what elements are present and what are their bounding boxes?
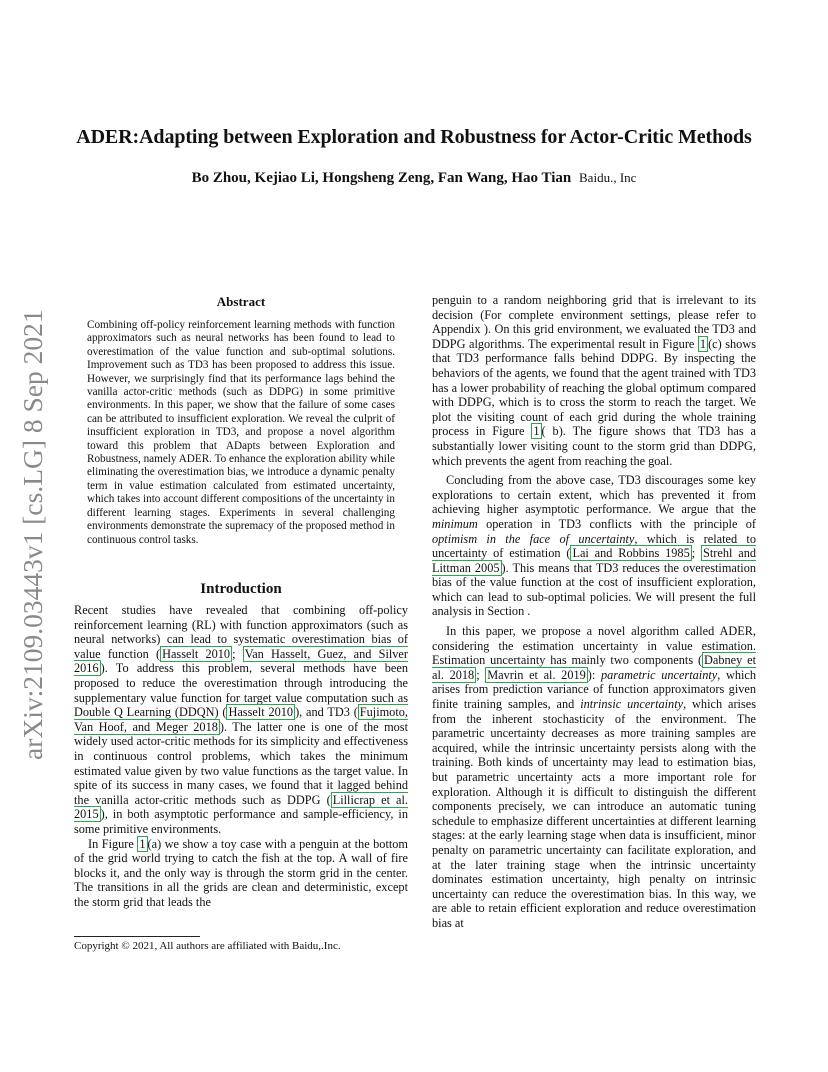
figure-ref-link[interactable]: 1 [533, 424, 540, 439]
arxiv-stamp [6, 290, 52, 760]
right-column-body [432, 293, 756, 931]
citation-link[interactable]: Hasselt 2010 [228, 705, 294, 720]
abstract-text: Combining off-policy reinforcement learning methods with function approximators such as neural networks has been found to lead to overestimation of the value function and sub-optimal solutions. Improvement such as TD3 has been proposed to address this issue. However, we surprisingly find that its performance lags behind the vanilla actor-critic methods (such as DDPG) in some primitive environments. In this paper, we show that the failure of some cases can be attributed to insufficient exploration. We reveal the culprit of insufficient exploration in TD3, and propose a novel algorithm toward this problem that ADapts between Exploration and Robustness, namely ADER. To enhance the exploration ability while eliminating the overestimation bias, we introduce a dynamic penalty term in value estimation calculated from estimated uncertainty, which takes into account different compositions of the uncertainty in different learning stages. Experiments in several challenging environments demonstrate the supremacy of the proposed method in continuous control tasks. [87, 319, 395, 546]
intro-paragraph-1: Recent studies have revealed that combining off-policy reinforcement learning (RL) with function approximators (such as neural networks) can lead to systematic overestimation bias of value function ( Hasselt 2010 ; Van Hasselt, Guez, and Silver 2016 ). To address this problem, several methods have been proposed to reduce the overestimation through introducing the supplementary value function for target value computation such as Double Q Learning (DDQN) ( Hasselt 2010 ), and TD3 ( Fujimoto, Van Hoof, and Meger 2018 ). The latter one is one of the most widely used actor-critic methods for its simplicity and effectiveness in continuous control problems, which takes the minimum estimated value given by two value functions as the target value. In spite of its success in many cases, we found that it lagged behind the vanilla actor-critic methods such as DDPG ( Lillicrap et al. 2015 ), in both asymptotic performance and sample-efficiency, in some primitive environments. [74, 603, 409, 836]
affiliation: Baidu., Inc [579, 170, 637, 185]
abstract-heading: Abstract [216, 294, 266, 309]
footnote-rule [74, 936, 200, 937]
citation-link[interactable]: Strehl and Littman 2005 [432, 546, 756, 575]
author-line [60, 170, 768, 187]
right-paragraph-1: penguin to a random neighboring grid that is irrelevant to its decision (For complete environment settings, please refer to Appendix ). On this grid environment, we evaluated the TD3 and DDPG algorithms. The experimental result in Figure 1 (c) shows that TD3 performance falls behind DDPG. By inspecting the behaviors of the agents, we found that the agent trained with TD3 has a lower probability of reaching the global optimum compared with DDPG, which is to cross the storm to reach the target. We plot the visiting count of each grid during the whole training process in Figure 1 ( b). The figure shows that TD3 has a substantially lower visiting count to the storm grid than DDPG, which prevents the agent from reaching the goal. [432, 293, 756, 468]
author-names: Bo Zhou, Kejiao Li, Hongsheng Zeng, Fan Wang, Hao Tian [191, 170, 572, 186]
citation-link[interactable]: Lillicrap et al. 2015 [74, 792, 409, 822]
right-paragraph-3: In this paper, we propose a novel algorithm called ADER, considering the estimation uncertainty in value estimation. Estimation uncertainty has mainly two components ( Dabney et al. 2018 ; Mavrin et al. 2019 ): parametric uncertainty, which arises from prediction variance of function approximators given finite training samples, and intrinsic uncertainty, which arises from the inherent stochasticity of the environment. The parametric uncertainty decreases as more training samples are acquired, while the intrinsic uncertainty persists along with the training. Both kinds of uncertainty may lead to estimation bias, but parametric uncertainty acts a more important role for exploration. Although it is difficult to distinguish the different components precisely, we can introduce an automatic tuning schedule to emphasize different uncertainties at different learning stages: at the early learning stage when data is insufficient, minor penalty on parametric uncertainty can facilitate exploration, and at the later training stage when the intrinsic uncertainty dominates estimation uncertainty, high penalty on intrinsic uncertainty can reduce the overestimation bias. In this way, we are able to retain efficient exploration and reduce overestimation bias at [432, 624, 756, 930]
citation-link[interactable]: Dabney et al. 2018 [432, 653, 756, 682]
citation-link[interactable]: Fujimoto, Van Hoof, and Meger 2018 [74, 705, 408, 734]
citation-link[interactable]: Lai and Robbins 1985 [572, 546, 690, 561]
introduction-heading: Introduction [200, 581, 282, 597]
citation-link[interactable]: Hasselt 2010 [162, 646, 231, 661]
copyright-footnote: Copyright © 2021, All authors are affiliated with Baidu,.Inc. [74, 940, 341, 952]
intro-paragraph-2: In Figure 1 (a) we show a toy case with a penguin at the bottom of the grid world trying to catch the fish at the top. A wall of fire blocks it, and the only way is through the storm grid in the center. The transitions in all the grids are clean and deterministic, except the storm grid that leads the [74, 836, 408, 909]
right-paragraph-2: Concluding from the above case, TD3 discourages some key explorations to certain extent, which has prevented it from achieving higher asymptotic performance. We argue that the minimum operation in TD3 conflicts with the principle of optimism in the face of uncertainty, which is related to uncertainty of estimation ( Lai and Robbins 1985 ; Strehl and Littman 2005 ). This means that TD3 reduces the overestimation bias of the value function at the cost of insufficient exploration, which can lead to sub-optimal policies. We will present the full analysis in Section . [432, 473, 756, 619]
citation-link[interactable]: Mavrin et al. 2019 [487, 667, 586, 682]
arxiv-stamp-text: arXiv:2109.03443v1 [cs.LG] 8 Sep 2021 [17, 309, 48, 760]
figure-ref-link[interactable]: 1 [699, 336, 707, 351]
paper-title: ADER:Adapting between Exploration and Robustness for Actor-Critic Methods [76, 126, 752, 148]
citation-link[interactable]: Van Hasselt, Guez, and Silver 2016 [74, 646, 408, 676]
introduction-body [74, 603, 408, 909]
figure-ref-link[interactable]: 1 [139, 836, 146, 851]
arxiv-stamp-svg [6, 290, 52, 760]
